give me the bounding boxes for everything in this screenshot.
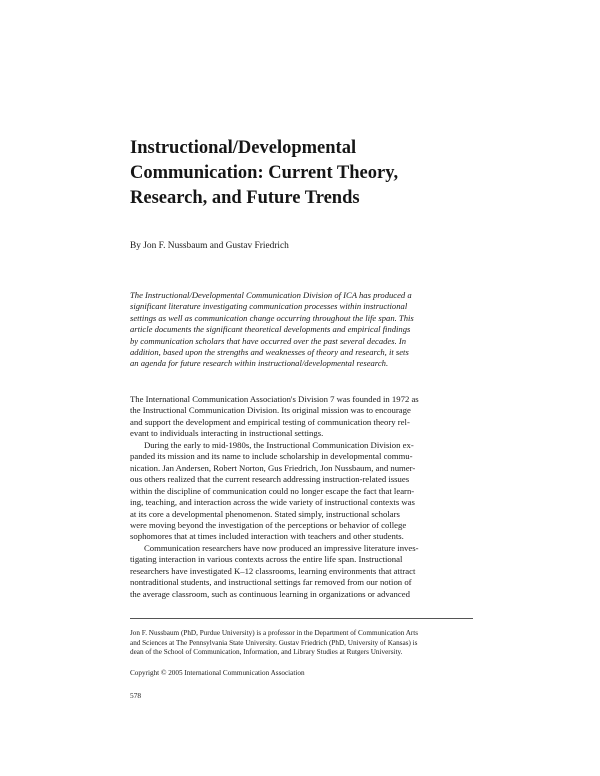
footnote-divider xyxy=(130,618,473,619)
body-line: at its core a developmental phenomenon. Stated simply, instructional scholars xyxy=(130,508,400,519)
body-line: nontraditional students, and instructional settings far removed from our notion of xyxy=(130,577,412,588)
body-line: The International Communication Association's Division 7 was founded in 1972 as xyxy=(130,394,419,404)
author-footnote xyxy=(130,629,475,658)
body-line: and support the development and empirical testing of communication theory rel- xyxy=(130,416,410,427)
body-text xyxy=(130,394,475,600)
body-line: During the early to mid-1980s, the Instructional Communication Division ex- xyxy=(144,439,414,450)
footnote-line: dean of the School of Communication, Information, and Library Studies at Rutgers University. xyxy=(130,648,403,657)
abstract-line: article documents the significant theoretical developments and empirical findings xyxy=(130,324,411,335)
body-line: sophomores that at times included interaction with teachers and other students. xyxy=(130,531,404,542)
body-line: Communication researchers have now produced an impressive literature inves- xyxy=(144,542,419,553)
body-line: panded its mission and its name to include scholarship in developmental commu- xyxy=(130,451,413,462)
article-title xyxy=(130,136,490,211)
abstract-line: an agenda for future research within instructional/developmental research. xyxy=(130,358,389,369)
body-line: ing, teaching, and interaction across the wide variety of instructional contexts was xyxy=(130,497,415,508)
footnote-line: Jon F. Nussbaum (PhD, Purdue University) is a professor in the Department of Communication Arts xyxy=(130,629,419,637)
body-line: evant to individuals interacting in instructional settings. xyxy=(130,428,324,439)
body-line: tigating interaction in various contexts across the entire life span. Instructional xyxy=(130,554,403,565)
page-number: 578 xyxy=(130,691,142,700)
abstract-line: significant literature investigating communication processes within instructional xyxy=(130,301,408,312)
body-line: within the discipline of communication could no longer escape the fact that learn- xyxy=(130,485,415,496)
author-byline: By Jon F. Nussbaum and Gustav Friedrich xyxy=(130,241,289,251)
abstract-line: by communication scholars that have occurred over the past several decades. In xyxy=(130,335,407,346)
copyright-notice: Copyright © 2005 International Communication Association xyxy=(130,669,305,677)
abstract-line: addition, based upon the strengths and weaknesses of theory and research, it sets xyxy=(130,347,409,358)
body-line: nication. Jan Andersen, Robert Norton, Gus Friedrich, Jon Nussbaum, and numer- xyxy=(130,462,416,473)
body-line: researchers have investigated K–12 classrooms, learning environments that attract xyxy=(130,565,416,576)
abstract-line: The Instructional/Developmental Communication Division of ICA has produced a xyxy=(130,290,412,300)
title-line: Communication: Current Theory, xyxy=(130,163,399,183)
body-line: the average classroom, such as continuous learning in organizations or advanced xyxy=(130,588,410,599)
title-line: Instructional/Developmental xyxy=(130,138,357,158)
body-line: the Instructional Communication Division. Its original mission was to encourage xyxy=(130,405,411,416)
abstract-line: settings as well as communication change occurring throughout the life span. This xyxy=(130,312,414,323)
body-line: were moving beyond the investigation of the perceptions or behavior of college xyxy=(130,519,407,530)
footnote-line: and Sciences at The Pennsylvania State University. Gustav Friedrich (PhD, University of Kansas) is xyxy=(130,638,418,647)
abstract xyxy=(130,290,475,370)
body-line: ous others realized that the current research addressing instruction-related issues xyxy=(130,474,410,485)
title-line: Research, and Future Trends xyxy=(130,188,360,208)
